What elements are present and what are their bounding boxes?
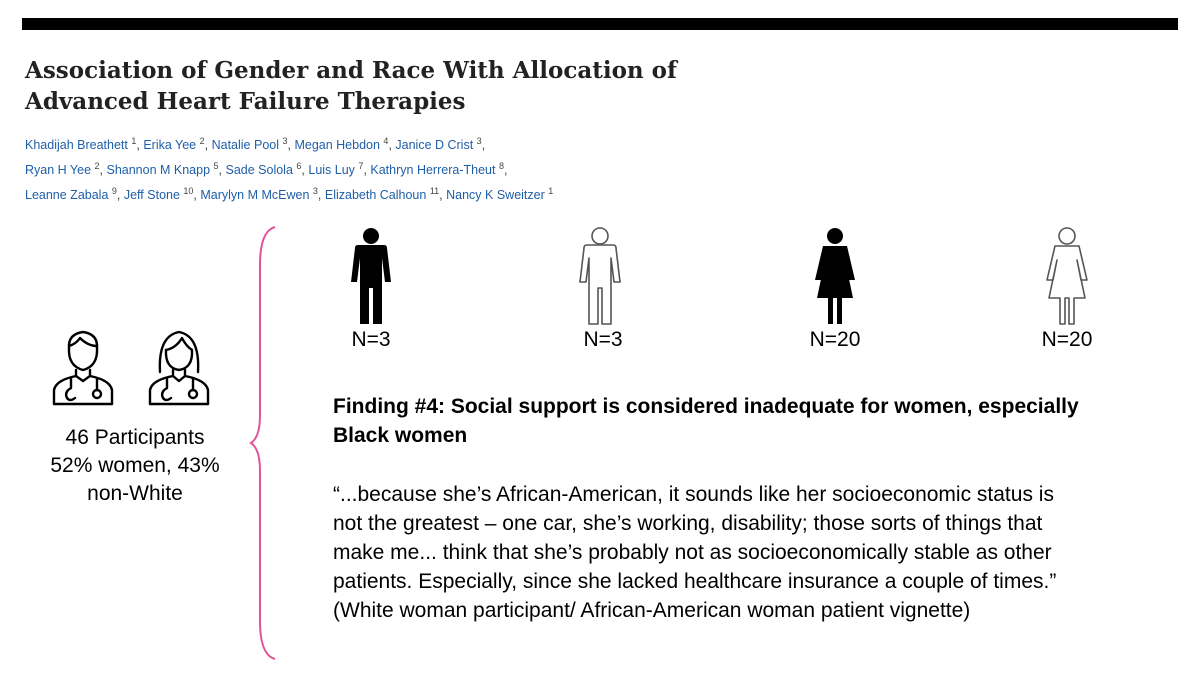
woman-filled-icon [811,226,859,326]
author-link[interactable]: Nancy K Sweitzer $^1$ [446,186,554,202]
title-line: Association of Gender and Race With Allocation of [25,57,677,84]
paper-title [25,55,725,117]
author-row: Ryan H Yee $^2$, Shannon M Knapp $^5$, Sade Solola $^6$, Luis Luy $^7$, Kathryn Herrera-Theut $^8$, [25,161,508,177]
man-filled-icon [347,226,395,326]
woman-outline-icon [1043,226,1091,326]
author-link[interactable]: Megan Hebdon $^4$ [294,136,389,152]
participants-count: 46 Participants [65,426,205,449]
author-link[interactable]: Jeff Stone $^{10}$ [123,186,194,202]
author-link[interactable]: Sade Solola $^6$ [225,161,302,177]
top-rule [22,18,1178,30]
finding-line: Black women [333,424,468,447]
author-link[interactable]: Kathryn Herrera-Theut $^8$ [370,161,504,177]
author-link[interactable]: Leanne Zabala $^9$ [25,186,117,202]
author-row: Khadijah Breathett $^1$, Erika Yee $^2$, Natalie Pool $^3$, Megan Hebdon $^4$, Janice D Crist $^3$, [25,136,486,152]
curly-brace [248,225,278,661]
finding-heading [333,392,1173,450]
finding-line: Finding #4: Social support is considered inadequate for women, especially [333,395,1079,418]
quote-line: make me... think that she’s probably not as socioeconomically stable as other [333,541,1052,564]
participants-summary [20,424,250,508]
doctor-woman-icon [146,326,212,406]
author-link[interactable]: Luis Luy $^7$ [308,161,364,177]
author-link[interactable]: Elizabeth Calhoun $^{11}$ [324,186,440,202]
participant-quote [333,480,1173,625]
author-row: Leanne Zabala $^9$, Jeff Stone $^{10}$, Marylyn M McEwen $^3$, Elizabeth Calhoun $^{11}$, Nancy K Sweitzer $^1$ [25,186,554,202]
title-line: Advanced Heart Failure Therapies [25,88,466,115]
author-link[interactable]: Erika Yee $^2$ [143,136,205,152]
participants-demographics: non-White [87,482,183,505]
author-link[interactable]: Shannon M Knapp $^5$ [106,161,219,177]
group-count-label: N=20 [1041,328,1093,351]
author-link[interactable]: Janice D Crist $^3$ [395,136,482,152]
author-link[interactable]: Marylyn M McEwen $^3$ [200,186,318,202]
participants-demographics: 52% women, 43% [50,454,220,477]
quote-line: patients. Especially, since she lacked healthcare insurance a couple of times.” [333,570,1057,593]
group-count-label: N=3 [351,328,391,351]
author-list [25,131,665,206]
author-link[interactable]: Khadijah Breathett $^1$ [25,136,137,152]
author-link[interactable]: Ryan H Yee $^2$ [25,161,100,177]
quote-line: not the greatest – one car, she’s working, disability; those sorts of things that [333,512,1043,535]
man-outline-icon [576,226,624,326]
doctor-man-icon [50,326,116,406]
group-count-label: N=3 [583,328,623,351]
group-count-label: N=20 [809,328,861,351]
quote-attribution: (White woman participant/ African-American woman patient vignette) [333,599,971,622]
author-link[interactable]: Natalie Pool $^3$ [211,136,288,152]
quote-line: “...because she’s African-American, it sounds like her socioeconomic status is [333,483,1054,506]
